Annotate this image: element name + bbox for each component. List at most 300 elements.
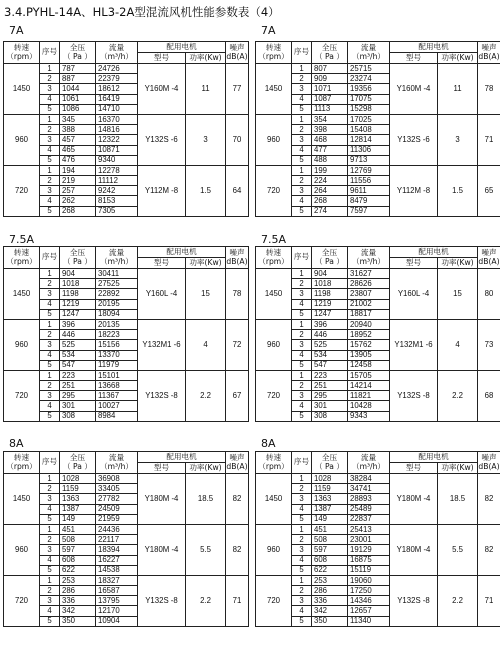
noise-cell: 78 <box>226 269 249 320</box>
index-cell: 5 <box>292 514 312 524</box>
flow-cell: 11340 <box>348 616 390 626</box>
index-cell: 5 <box>292 616 312 626</box>
pressure-cell: 476 <box>60 155 96 165</box>
table-header-row <box>4 42 249 53</box>
motor-model-cell: Y132S -8 <box>138 370 186 421</box>
pressure-cell: 508 <box>312 535 348 545</box>
pressure-cell: 508 <box>60 535 96 545</box>
pressure-cell: 1018 <box>60 279 96 289</box>
pressure-cell: 446 <box>312 330 348 340</box>
header-motor: 配用电机 <box>390 42 478 53</box>
flow-cell: 20940 <box>348 319 390 329</box>
motor-power-cell: 11 <box>186 64 226 115</box>
motor-model-cell: Y160M -4 <box>390 64 438 115</box>
flow-cell: 10428 <box>348 401 390 411</box>
pressure-cell: 1198 <box>60 289 96 299</box>
header-power: 功率(Kw) <box>438 463 478 474</box>
pressure-cell: 342 <box>312 606 348 616</box>
index-cell: 3 <box>292 84 312 94</box>
pressure-cell: 909 <box>312 74 348 84</box>
pressure-cell: 1387 <box>60 504 96 514</box>
index-cell: 1 <box>292 64 312 74</box>
flow-cell: 30411 <box>96 269 138 279</box>
speed-cell: 720 <box>256 370 292 421</box>
pressure-cell: 547 <box>312 360 348 370</box>
pressure-cell: 1113 <box>312 104 348 114</box>
flow-cell: 8984 <box>96 411 138 421</box>
flow-cell: 34741 <box>348 484 390 494</box>
index-cell: 5 <box>40 411 60 421</box>
table-row <box>4 269 249 279</box>
motor-power-cell: 3 <box>186 114 226 165</box>
pressure-cell: 308 <box>312 411 348 421</box>
performance-table <box>255 451 500 627</box>
motor-power-cell: 15 <box>186 269 226 320</box>
header-model: 型号 <box>138 463 186 474</box>
flow-cell: 7597 <box>348 206 390 216</box>
pressure-cell: 1044 <box>60 84 96 94</box>
speed-cell: 1450 <box>4 474 40 525</box>
motor-model-cell: Y132S -6 <box>138 114 186 165</box>
pressure-cell: 251 <box>312 381 348 391</box>
table-section-label: 7A <box>9 24 24 37</box>
flow-cell: 9713 <box>348 155 390 165</box>
motor-model-cell: Y160L -4 <box>138 269 186 320</box>
header-power: 功率(Kw) <box>186 258 226 269</box>
index-cell: 1 <box>40 474 60 484</box>
motor-power-cell: 18.5 <box>438 474 478 525</box>
motor-power-cell: 2.2 <box>186 370 226 421</box>
pressure-cell: 807 <box>312 64 348 74</box>
index-cell: 2 <box>292 279 312 289</box>
index-cell: 5 <box>40 309 60 319</box>
index-cell: 2 <box>292 484 312 494</box>
index-cell: 3 <box>40 135 60 145</box>
flow-cell: 22837 <box>348 514 390 524</box>
index-cell: 5 <box>292 206 312 216</box>
noise-cell: 78 <box>478 64 500 115</box>
speed-cell: 1450 <box>4 64 40 115</box>
motor-model-cell: Y132S -8 <box>390 575 438 626</box>
table-row <box>256 575 500 585</box>
noise-cell: 80 <box>478 269 500 320</box>
pressure-cell: 525 <box>60 340 96 350</box>
index-cell: 4 <box>292 401 312 411</box>
pressure-cell: 1159 <box>60 484 96 494</box>
table-row <box>256 269 500 279</box>
header-power: 功率(Kw) <box>438 53 478 64</box>
speed-cell: 960 <box>4 114 40 165</box>
index-cell: 2 <box>292 381 312 391</box>
flow-cell: 12278 <box>96 165 138 175</box>
header-noise: 噪声 dB(A) <box>478 42 500 64</box>
table-header-row <box>4 247 249 258</box>
index-cell: 2 <box>40 586 60 596</box>
speed-cell: 720 <box>256 575 292 626</box>
pressure-cell: 301 <box>60 401 96 411</box>
index-cell: 4 <box>292 555 312 565</box>
header-motor: 配用电机 <box>390 247 478 258</box>
header-speed: 转速 （rpm） <box>4 42 40 64</box>
pressure-cell: 223 <box>312 370 348 380</box>
pressure-cell: 345 <box>60 114 96 124</box>
flow-cell: 13370 <box>96 350 138 360</box>
header-speed: 转速 （rpm） <box>256 42 292 64</box>
pressure-cell: 468 <box>312 135 348 145</box>
flow-cell: 17075 <box>348 94 390 104</box>
index-cell: 5 <box>292 309 312 319</box>
pressure-cell: 465 <box>60 145 96 155</box>
index-cell: 3 <box>40 596 60 606</box>
index-cell: 5 <box>292 155 312 165</box>
flow-cell: 12170 <box>96 606 138 616</box>
flow-cell: 28893 <box>348 494 390 504</box>
pressure-cell: 1028 <box>312 474 348 484</box>
index-cell: 1 <box>292 575 312 585</box>
noise-cell: 64 <box>226 165 249 216</box>
index-cell: 2 <box>40 330 60 340</box>
index-cell: 4 <box>40 145 60 155</box>
motor-power-cell: 2.2 <box>186 575 226 626</box>
flow-cell: 22117 <box>96 535 138 545</box>
index-cell: 5 <box>292 360 312 370</box>
flow-cell: 8479 <box>348 196 390 206</box>
index-cell: 1 <box>40 319 60 329</box>
header-pressure: 全压 （ Pa ） <box>60 42 96 64</box>
flow-cell: 14214 <box>348 381 390 391</box>
pressure-cell: 1219 <box>312 299 348 309</box>
flow-cell: 19060 <box>348 575 390 585</box>
index-cell: 1 <box>292 319 312 329</box>
pressure-cell: 1018 <box>312 279 348 289</box>
index-cell: 5 <box>292 411 312 421</box>
header-power: 功率(Kw) <box>186 53 226 64</box>
index-cell: 1 <box>292 474 312 484</box>
motor-power-cell: 18.5 <box>186 474 226 525</box>
table-header-row <box>256 42 500 53</box>
pressure-cell: 904 <box>312 269 348 279</box>
index-cell: 3 <box>292 186 312 196</box>
motor-model-cell: Y132S -6 <box>390 114 438 165</box>
table-row <box>256 524 500 534</box>
index-cell: 1 <box>40 575 60 585</box>
pressure-cell: 1387 <box>312 504 348 514</box>
header-no: 序号 <box>292 42 312 64</box>
pressure-cell: 1071 <box>312 84 348 94</box>
pressure-cell: 1087 <box>312 94 348 104</box>
motor-model-cell: Y132M1 -6 <box>138 319 186 370</box>
index-cell: 1 <box>40 370 60 380</box>
pressure-cell: 149 <box>60 514 96 524</box>
pressure-cell: 336 <box>312 596 348 606</box>
pressure-cell: 350 <box>312 616 348 626</box>
header-model: 型号 <box>138 258 186 269</box>
pressure-cell: 268 <box>312 196 348 206</box>
flow-cell: 11112 <box>96 176 138 186</box>
motor-power-cell: 3 <box>438 114 478 165</box>
pressure-cell: 1028 <box>60 474 96 484</box>
pressure-cell: 274 <box>312 206 348 216</box>
flow-cell: 15156 <box>96 340 138 350</box>
pressure-cell: 336 <box>60 596 96 606</box>
header-noise: 噪声 dB(A) <box>226 42 249 64</box>
index-cell: 2 <box>292 535 312 545</box>
flow-cell: 15762 <box>348 340 390 350</box>
header-noise: 噪声 dB(A) <box>226 247 249 269</box>
flow-cell: 13905 <box>348 350 390 360</box>
header-noise: 噪声 dB(A) <box>478 247 500 269</box>
motor-power-cell: 1.5 <box>438 165 478 216</box>
pressure-cell: 887 <box>60 74 96 84</box>
noise-cell: 73 <box>478 319 500 370</box>
index-cell: 4 <box>292 94 312 104</box>
speed-cell: 720 <box>4 165 40 216</box>
index-cell: 1 <box>292 370 312 380</box>
motor-model-cell: Y112M -8 <box>390 165 438 216</box>
flow-cell: 15705 <box>348 370 390 380</box>
header-pressure: 全压 （ Pa ） <box>60 247 96 269</box>
table-section-label: 7A <box>261 24 276 37</box>
index-cell: 1 <box>292 524 312 534</box>
header-no: 序号 <box>40 452 60 474</box>
pressure-cell: 295 <box>312 391 348 401</box>
pressure-cell: 1247 <box>312 309 348 319</box>
header-motor: 配用电机 <box>390 452 478 463</box>
header-pressure: 全压 （ Pa ） <box>312 42 348 64</box>
flow-cell: 12657 <box>348 606 390 616</box>
pressure-cell: 787 <box>60 64 96 74</box>
pressure-cell: 396 <box>312 319 348 329</box>
index-cell: 3 <box>40 186 60 196</box>
pressure-cell: 295 <box>60 391 96 401</box>
flow-cell: 23001 <box>348 535 390 545</box>
index-cell: 2 <box>40 484 60 494</box>
pressure-cell: 1363 <box>312 494 348 504</box>
table-header-row <box>4 452 249 463</box>
index-cell: 4 <box>292 350 312 360</box>
pressure-cell: 1086 <box>60 104 96 114</box>
header-noise: 噪声 dB(A) <box>226 452 249 474</box>
flow-cell: 23274 <box>348 74 390 84</box>
index-cell: 4 <box>40 555 60 565</box>
table-section-label: 8A <box>9 437 24 450</box>
motor-model-cell: Y180M -4 <box>138 524 186 575</box>
index-cell: 3 <box>292 289 312 299</box>
flow-cell: 25413 <box>348 524 390 534</box>
flow-cell: 23807 <box>348 289 390 299</box>
flow-cell: 11306 <box>348 145 390 155</box>
index-cell: 1 <box>292 269 312 279</box>
table-section-label: 7.5A <box>261 233 287 246</box>
noise-cell: 82 <box>478 524 500 575</box>
pressure-cell: 268 <box>60 206 96 216</box>
index-cell: 4 <box>292 504 312 514</box>
index-cell: 5 <box>40 616 60 626</box>
pressure-cell: 904 <box>60 269 96 279</box>
flow-cell: 9343 <box>348 411 390 421</box>
pressure-cell: 1198 <box>312 289 348 299</box>
index-cell: 4 <box>40 606 60 616</box>
speed-cell: 1450 <box>256 474 292 525</box>
flow-cell: 15408 <box>348 125 390 135</box>
header-speed: 转速 （rpm） <box>4 247 40 269</box>
pressure-cell: 1247 <box>60 309 96 319</box>
flow-cell: 24726 <box>96 64 138 74</box>
speed-cell: 1450 <box>4 269 40 320</box>
table-row <box>4 319 249 329</box>
flow-cell: 12458 <box>348 360 390 370</box>
pressure-cell: 1159 <box>312 484 348 494</box>
index-cell: 4 <box>292 606 312 616</box>
index-cell: 4 <box>40 504 60 514</box>
noise-cell: 71 <box>478 575 500 626</box>
index-cell: 1 <box>40 64 60 74</box>
motor-power-cell: 5.5 <box>438 524 478 575</box>
flow-cell: 24509 <box>96 504 138 514</box>
pressure-cell: 622 <box>60 565 96 575</box>
flow-cell: 28626 <box>348 279 390 289</box>
flow-cell: 15101 <box>96 370 138 380</box>
pressure-cell: 308 <box>60 411 96 421</box>
index-cell: 3 <box>292 596 312 606</box>
table-row <box>256 114 500 124</box>
pressure-cell: 224 <box>312 176 348 186</box>
header-power: 功率(Kw) <box>438 258 478 269</box>
flow-cell: 18952 <box>348 330 390 340</box>
index-cell: 5 <box>40 155 60 165</box>
pressure-cell: 354 <box>312 114 348 124</box>
motor-model-cell: Y112M -8 <box>138 165 186 216</box>
pressure-cell: 477 <box>312 145 348 155</box>
flow-cell: 13668 <box>96 381 138 391</box>
index-cell: 1 <box>292 165 312 175</box>
index-cell: 3 <box>292 494 312 504</box>
table-row <box>256 370 500 380</box>
pressure-cell: 253 <box>60 575 96 585</box>
header-model: 型号 <box>390 463 438 474</box>
index-cell: 2 <box>40 381 60 391</box>
flow-cell: 11556 <box>348 176 390 186</box>
noise-cell: 82 <box>226 524 249 575</box>
flow-cell: 36908 <box>96 474 138 484</box>
flow-cell: 31627 <box>348 269 390 279</box>
index-cell: 4 <box>292 299 312 309</box>
motor-power-cell: 15 <box>438 269 478 320</box>
table-row <box>256 165 500 175</box>
motor-model-cell: Y132S -8 <box>390 370 438 421</box>
index-cell: 2 <box>40 279 60 289</box>
table-header-row <box>256 247 500 258</box>
flow-cell: 10027 <box>96 401 138 411</box>
flow-cell: 14346 <box>348 596 390 606</box>
performance-table <box>255 41 500 217</box>
flow-cell: 15298 <box>348 104 390 114</box>
flow-cell: 22379 <box>96 74 138 84</box>
table-row <box>4 165 249 175</box>
header-no: 序号 <box>292 247 312 269</box>
pressure-cell: 1219 <box>60 299 96 309</box>
pressure-cell: 396 <box>60 319 96 329</box>
speed-cell: 960 <box>256 319 292 370</box>
flow-cell: 18223 <box>96 330 138 340</box>
pressure-cell: 388 <box>60 125 96 135</box>
index-cell: 5 <box>292 104 312 114</box>
pressure-cell: 534 <box>312 350 348 360</box>
flow-cell: 19129 <box>348 545 390 555</box>
table-row <box>4 370 249 380</box>
performance-table <box>255 246 500 422</box>
index-cell: 2 <box>292 586 312 596</box>
speed-cell: 1450 <box>256 64 292 115</box>
noise-cell: 77 <box>226 64 249 115</box>
index-cell: 3 <box>40 340 60 350</box>
flow-cell: 9340 <box>96 155 138 165</box>
index-cell: 4 <box>292 196 312 206</box>
pressure-cell: 257 <box>60 186 96 196</box>
header-motor: 配用电机 <box>138 247 226 258</box>
pressure-cell: 398 <box>312 125 348 135</box>
index-cell: 2 <box>292 330 312 340</box>
noise-cell: 70 <box>226 114 249 165</box>
flow-cell: 18327 <box>96 575 138 585</box>
index-cell: 3 <box>40 289 60 299</box>
table-row <box>4 64 249 74</box>
table-row <box>4 474 249 484</box>
pressure-cell: 1363 <box>60 494 96 504</box>
flow-cell: 10871 <box>96 145 138 155</box>
speed-cell: 960 <box>4 524 40 575</box>
speed-cell: 960 <box>256 524 292 575</box>
index-cell: 3 <box>40 391 60 401</box>
performance-table <box>3 41 249 217</box>
flow-cell: 15119 <box>348 565 390 575</box>
header-speed: 转速 （rpm） <box>4 452 40 474</box>
flow-cell: 24436 <box>96 524 138 534</box>
index-cell: 4 <box>40 350 60 360</box>
speed-cell: 1450 <box>256 269 292 320</box>
flow-cell: 9242 <box>96 186 138 196</box>
pressure-cell: 342 <box>60 606 96 616</box>
flow-cell: 16370 <box>96 114 138 124</box>
noise-cell: 82 <box>478 474 500 525</box>
flow-cell: 17250 <box>348 586 390 596</box>
flow-cell: 38284 <box>348 474 390 484</box>
header-pressure: 全压 （ Pa ） <box>312 247 348 269</box>
flow-cell: 27782 <box>96 494 138 504</box>
flow-cell: 18817 <box>348 309 390 319</box>
motor-power-cell: 4 <box>186 319 226 370</box>
flow-cell: 12814 <box>348 135 390 145</box>
index-cell: 5 <box>40 514 60 524</box>
motor-model-cell: Y180M -4 <box>390 524 438 575</box>
pressure-cell: 286 <box>60 586 96 596</box>
index-cell: 4 <box>40 299 60 309</box>
speed-cell: 960 <box>4 319 40 370</box>
pressure-cell: 457 <box>60 135 96 145</box>
flow-cell: 18094 <box>96 309 138 319</box>
flow-cell: 21959 <box>96 514 138 524</box>
motor-power-cell: 2.2 <box>438 575 478 626</box>
pressure-cell: 488 <box>312 155 348 165</box>
pressure-cell: 251 <box>60 381 96 391</box>
table-section-label: 8A <box>261 437 276 450</box>
motor-power-cell: 2.2 <box>438 370 478 421</box>
table-row <box>4 575 249 585</box>
header-no: 序号 <box>40 42 60 64</box>
table-row <box>256 319 500 329</box>
performance-table <box>3 451 249 627</box>
noise-cell: 65 <box>478 165 500 216</box>
